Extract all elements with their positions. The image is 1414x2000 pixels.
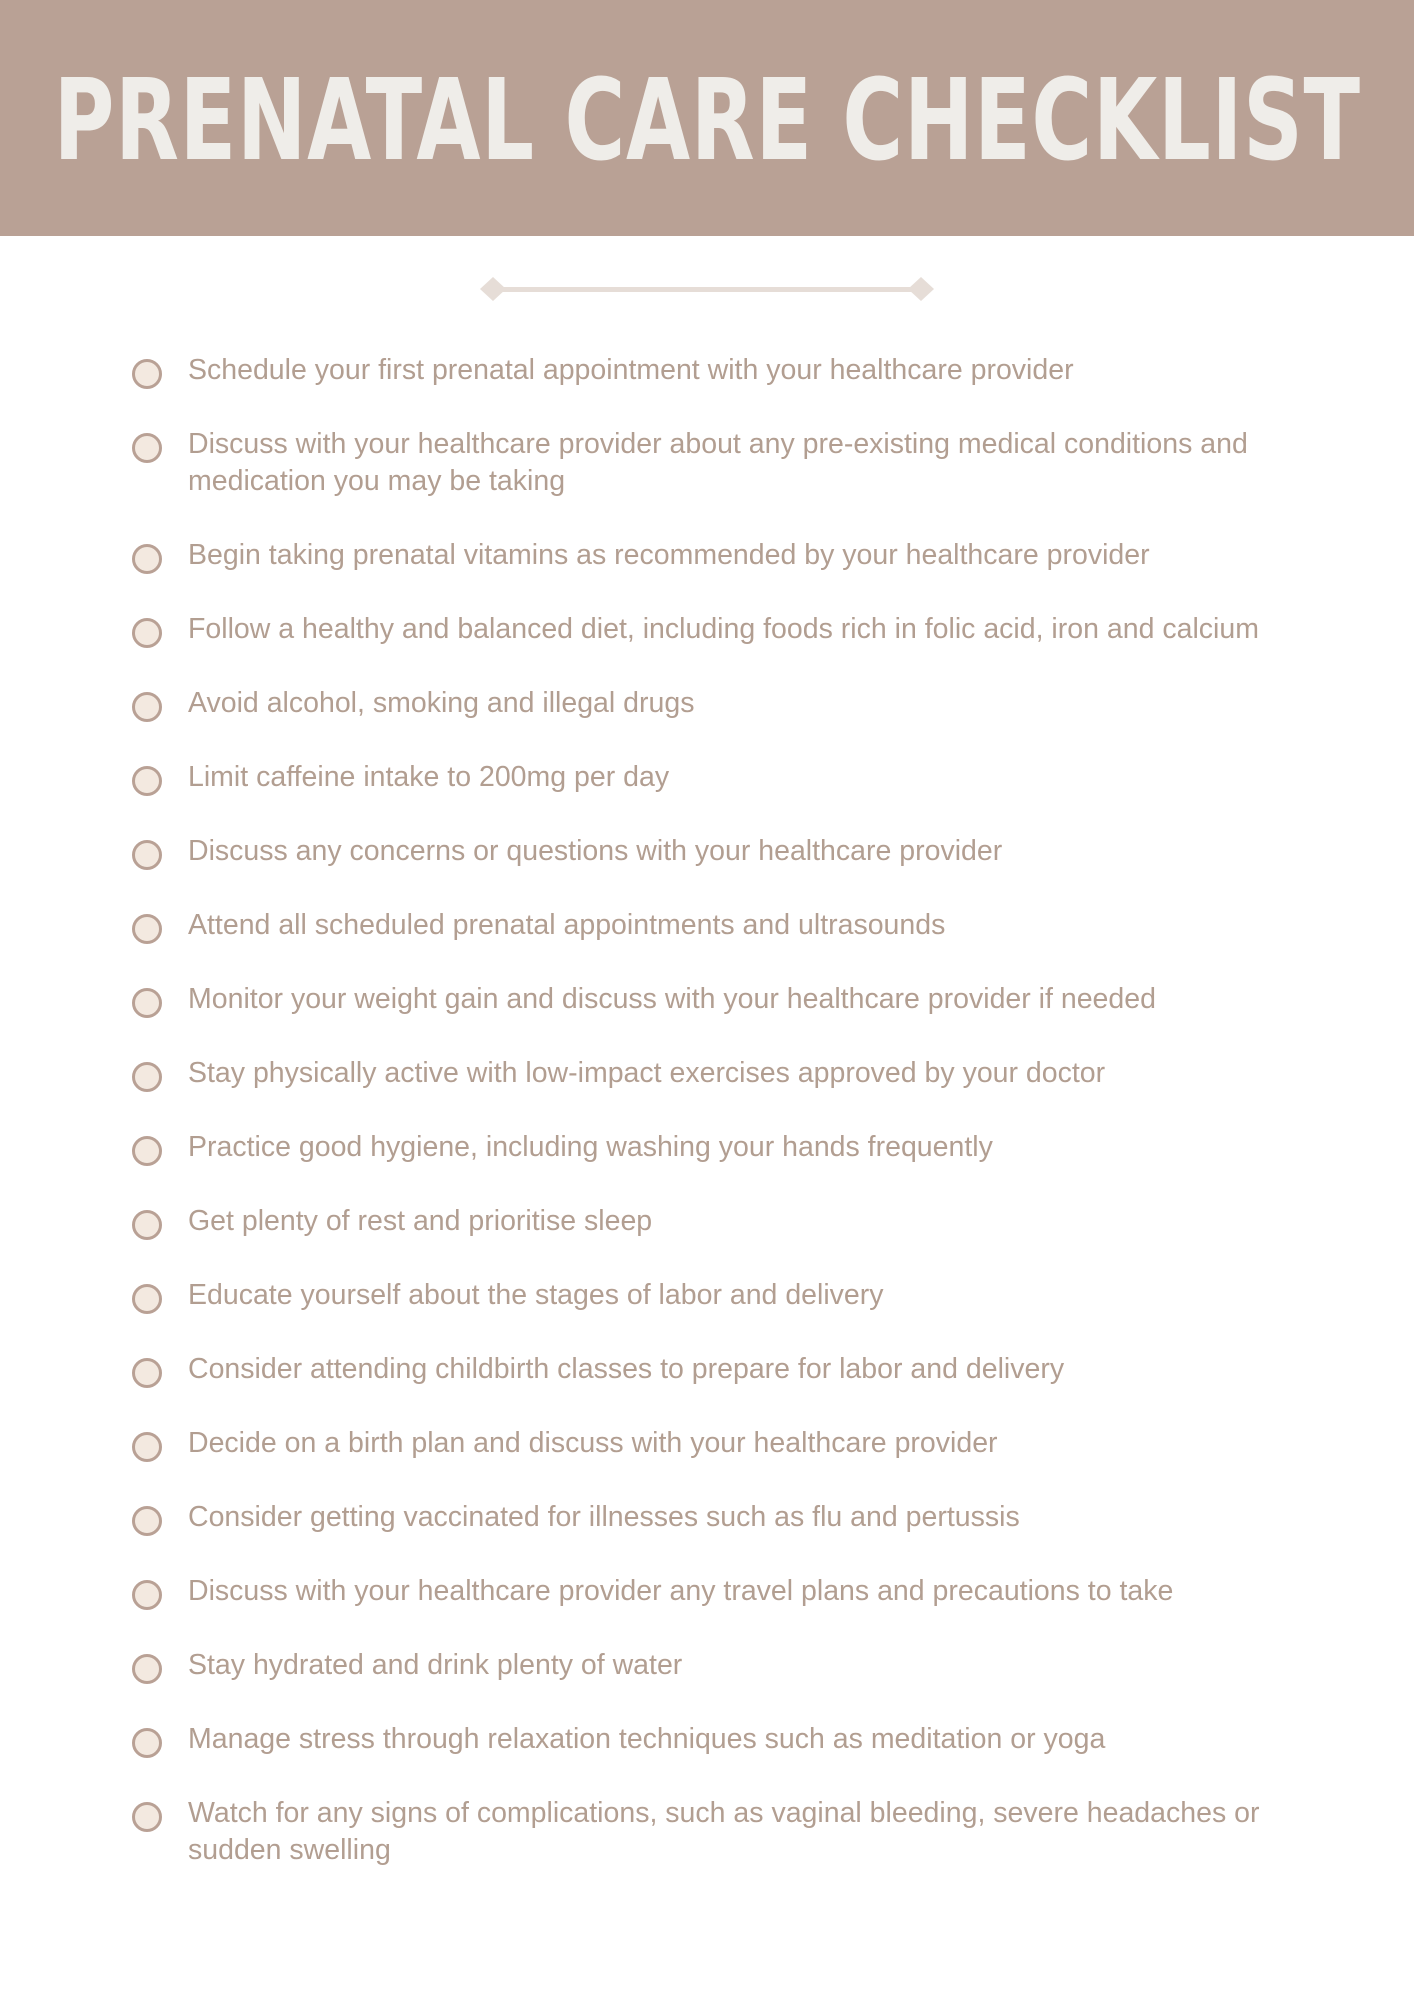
checklist-item-text: Get plenty of rest and prioritise sleep: [188, 1205, 653, 1237]
checklist-item-text: Stay hydrated and drink plenty of water: [188, 1649, 683, 1681]
checklist-item[interactable]: [132, 685, 1372, 722]
checklist-item-text: Limit caffeine intake to 200mg per day: [188, 761, 670, 793]
checkbox-circle-icon[interactable]: [132, 1506, 162, 1536]
checkbox-circle-icon[interactable]: [132, 1802, 162, 1832]
checkbox-circle-icon[interactable]: [132, 1432, 162, 1462]
checkbox-circle-icon[interactable]: [132, 433, 162, 463]
checklist-item[interactable]: [132, 537, 1372, 574]
checklist-item-text: Attend all scheduled prenatal appointments and ultrasounds: [188, 909, 946, 941]
checklist-item[interactable]: [132, 1351, 1372, 1388]
checklist-item-text: Manage stress through relaxation techniques such as meditation or yoga: [188, 1723, 1106, 1755]
checklist-item-text: Watch for any signs of complications, such as vaginal bleeding, severe headaches or sudden swelling: [188, 1797, 1260, 1866]
checkbox-circle-icon[interactable]: [132, 840, 162, 870]
checklist-item-text: Monitor your weight gain and discuss with your healthcare provider if needed: [188, 983, 1156, 1015]
checkbox-circle-icon[interactable]: [132, 359, 162, 389]
checklist-item-text: Educate yourself about the stages of labor and delivery: [188, 1279, 884, 1311]
checklist-item-text: Stay physically active with low-impact exercises approved by your doctor: [188, 1057, 1106, 1089]
header-banner: [0, 0, 1414, 236]
checkbox-circle-icon[interactable]: [132, 1728, 162, 1758]
divider-line: [490, 287, 924, 292]
checklist-item[interactable]: [132, 1647, 1372, 1684]
checkbox-circle-icon[interactable]: [132, 1210, 162, 1240]
checkbox-circle-icon[interactable]: [132, 988, 162, 1018]
divider-diamond-left: [480, 277, 506, 301]
checkbox-circle-icon[interactable]: [132, 1358, 162, 1388]
checklist-item-text: Begin taking prenatal vitamins as recommended by your healthcare provider: [188, 539, 1150, 571]
checklist-item[interactable]: [132, 1277, 1372, 1314]
checklist-item-text: Consider getting vaccinated for illnesses such as flu and pertussis: [188, 1501, 1020, 1533]
checklist-item[interactable]: [132, 1055, 1372, 1092]
checklist-item-text: Discuss with your healthcare provider any travel plans and precautions to take: [188, 1575, 1174, 1607]
decorative-divider: [478, 274, 936, 304]
checkbox-circle-icon[interactable]: [132, 692, 162, 722]
checkbox-circle-icon[interactable]: [132, 766, 162, 796]
checklist-item[interactable]: [132, 611, 1372, 648]
checkbox-circle-icon[interactable]: [132, 1284, 162, 1314]
checklist-item[interactable]: [132, 1721, 1372, 1758]
checklist-item[interactable]: [132, 1573, 1372, 1610]
checklist-item[interactable]: [132, 1129, 1372, 1166]
checklist-item-text: Practice good hygiene, including washing your hands frequently: [188, 1131, 993, 1163]
checkbox-circle-icon[interactable]: [132, 914, 162, 944]
checklist-item-text: Consider attending childbirth classes to prepare for labor and delivery: [188, 1353, 1065, 1385]
checklist-item[interactable]: [132, 1499, 1372, 1536]
divider-diamond-right: [908, 277, 934, 301]
checklist: [132, 352, 1372, 1906]
checklist-item-text: Discuss with your healthcare provider about any pre-existing medical conditions and medication you may be taking: [188, 428, 1248, 497]
checklist-item[interactable]: [132, 1203, 1372, 1240]
checklist-item[interactable]: [132, 907, 1372, 944]
page-title: PRENATAL CARE CHECKLIST: [53, 56, 1361, 186]
checklist-item[interactable]: [132, 1795, 1372, 1869]
checklist-item[interactable]: [132, 833, 1372, 870]
checklist-item-text: Schedule your first prenatal appointment with your healthcare provider: [188, 354, 1074, 386]
checklist-item-text: Avoid alcohol, smoking and illegal drugs: [188, 687, 695, 719]
checklist-item-text: Decide on a birth plan and discuss with your healthcare provider: [188, 1427, 998, 1459]
checklist-item-text: Follow a healthy and balanced diet, including foods rich in folic acid, iron and calcium: [188, 613, 1259, 645]
checkbox-circle-icon[interactable]: [132, 618, 162, 648]
checkbox-circle-icon[interactable]: [132, 1654, 162, 1684]
checklist-item[interactable]: [132, 1425, 1372, 1462]
checkbox-circle-icon[interactable]: [132, 1580, 162, 1610]
checklist-item[interactable]: [132, 759, 1372, 796]
checkbox-circle-icon[interactable]: [132, 544, 162, 574]
checklist-item-text: Discuss any concerns or questions with your healthcare provider: [188, 835, 1003, 867]
checklist-item[interactable]: [132, 426, 1372, 500]
checklist-item[interactable]: [132, 352, 1372, 389]
checkbox-circle-icon[interactable]: [132, 1062, 162, 1092]
checkbox-circle-icon[interactable]: [132, 1136, 162, 1166]
checklist-item[interactable]: [132, 981, 1372, 1018]
